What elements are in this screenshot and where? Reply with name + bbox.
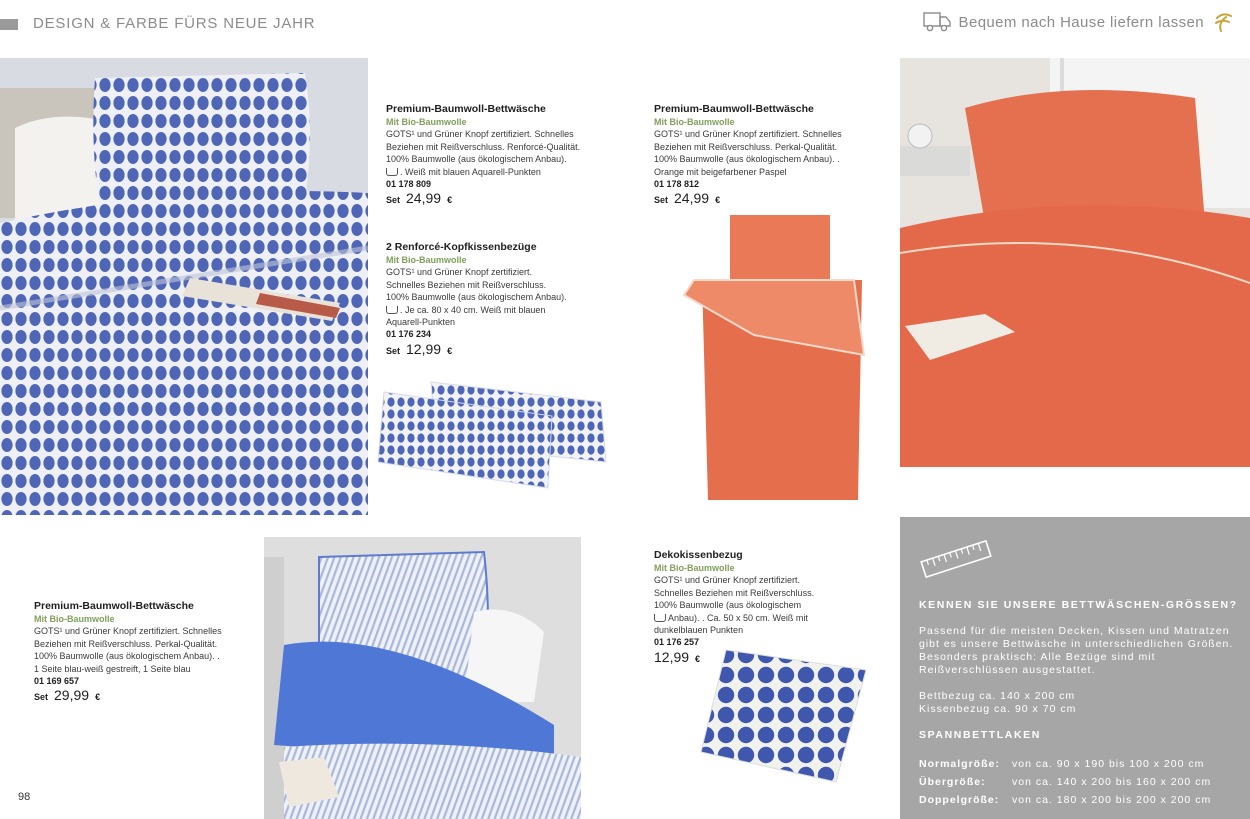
product-desc-line: dunkelblauen Punkten: [654, 625, 744, 636]
product-desc-line: . Je ca. 80 x 40 cm. Weiß mit blauen: [400, 304, 546, 315]
image-deco-cushion: [696, 645, 871, 785]
delivery-text: Bequem nach Hause liefern lassen: [958, 13, 1204, 31]
product-1: [386, 103, 636, 207]
bettbezug-size: Bettbezug ca. 140 x 200 cm: [919, 690, 1076, 702]
product-desc-line: 100% Baumwolle (aus ökologischem Anbau). .: [34, 651, 220, 662]
product-desc-line: 100% Baumwolle (aus ökologischem Anbau). .: [654, 154, 840, 165]
ruler-icon: [920, 539, 992, 579]
article-number: 01 178 812: [654, 179, 700, 190]
wash-icon: [386, 306, 398, 314]
product-sub: Mit Bio-Baumwolle: [654, 563, 735, 573]
spannbettlaken-heading: SPANNBETTLAKEN: [919, 729, 1041, 741]
wash-icon: [386, 168, 398, 176]
image-blue-dot-bedding: [0, 58, 368, 515]
size-label: Normalgröße:: [919, 758, 1000, 770]
article-number: 01 169 657: [34, 676, 80, 687]
kissenbezug-size: Kissenbezug ca. 90 x 70 cm: [919, 703, 1077, 715]
header-bar: [0, 19, 18, 30]
product-desc-line: Beziehen mit Reißverschluss. Perkal-Qualität.: [34, 638, 218, 649]
image-striped-bedding: [264, 537, 581, 819]
page-number: 98: [18, 791, 31, 803]
product-name: Premium-Baumwoll-Bettwäsche: [34, 600, 194, 612]
price: [386, 340, 636, 357]
price-currency: €: [447, 345, 453, 356]
size-row: [919, 773, 1211, 791]
size-row: [919, 791, 1211, 809]
product-desc-line: GOTS¹ und Grüner Knopf zertifiziert. Schnelles: [386, 129, 574, 140]
size-info-panel: [900, 517, 1250, 819]
image-pillowcases: [376, 372, 616, 497]
product-desc-line: 100% Baumwolle (aus ökologischem Anbau).: [386, 154, 567, 165]
product-sub: Mit Bio-Baumwolle: [654, 117, 735, 127]
product-5: [34, 600, 264, 704]
price-amount: 12,99: [406, 340, 442, 357]
truck-icon: [923, 11, 951, 33]
price-currency: €: [715, 195, 721, 206]
page-title: DESIGN & FARBE FÜRS NEUE JAHR: [33, 15, 316, 32]
product-desc-line: 100% Baumwolle (aus ökologischem Anbau).: [386, 292, 567, 303]
product-desc-line: Orange mit beigefarbener Paspel: [654, 166, 787, 177]
price-currency: €: [447, 195, 453, 206]
article-number: 01 178 809: [386, 179, 432, 190]
product-3: [386, 241, 636, 357]
brand-logo-icon: [1212, 11, 1234, 33]
price-set-label: Set: [34, 692, 49, 703]
price-amount: 24,99: [674, 190, 710, 207]
product-desc-line: . Weiß mit blauen Aquarell-Punkten: [400, 166, 541, 177]
product-name: 2 Renforcé-Kopfkissenbezüge: [386, 241, 537, 253]
product-desc-line: Aquarell-Punkten: [386, 317, 456, 328]
price-amount: 12,99: [654, 648, 690, 665]
price-currency: €: [695, 653, 701, 664]
article-number: 01 176 257: [654, 637, 700, 648]
product-2: [654, 103, 894, 207]
info-heading: KENNEN SIE UNSERE BETTWÄSCHEN-GRÖSSEN?: [919, 599, 1238, 611]
product-sub: Mit Bio-Baumwolle: [386, 255, 467, 265]
product-desc-line: 100% Baumwolle (aus ökologischem: [654, 600, 802, 611]
price-currency: €: [95, 692, 101, 703]
image-orange-bedroom: [900, 58, 1250, 467]
info-sizes: [919, 690, 1076, 716]
product-desc-line: GOTS¹ und Grüner Knopf zertifiziert.: [386, 267, 533, 278]
info-text: Passend für die meisten Decken, Kissen und Matratzen gibt es unsere Bettwäsche in unterschiedlichen Größen. Besonders praktisch: Alle Bezüge sind mit Reißverschlüssen ausgestattet.: [919, 625, 1234, 676]
product-desc-line: GOTS¹ und Grüner Knopf zertifiziert.: [654, 575, 801, 586]
product-name: Premium-Baumwoll-Bettwäsche: [654, 103, 814, 115]
wash-icon: [654, 614, 666, 622]
price-set-label: Set: [386, 195, 401, 206]
size-value: von ca. 180 x 200 bis 200 x 200 cm: [1012, 794, 1212, 806]
size-value: von ca. 140 x 200 bis 160 x 200 cm: [1012, 776, 1212, 788]
price-amount: 24,99: [406, 190, 442, 207]
price-set-label: Set: [654, 195, 669, 206]
spannbettlaken-sizes: [919, 755, 1211, 809]
product-sub: Mit Bio-Baumwolle: [34, 614, 115, 624]
price-set-label: Set: [386, 345, 401, 356]
product-desc-line: Anbau). . Ca. 50 x 50 cm. Weiß mit: [668, 612, 808, 623]
delivery-info: [923, 11, 1234, 33]
size-value: von ca. 90 x 190 bis 100 x 200 cm: [1012, 758, 1205, 770]
product-desc-line: Schnelles Beziehen mit Reißverschluss.: [654, 587, 815, 598]
image-orange-bedding: [672, 205, 877, 505]
product-desc-line: GOTS¹ und Grüner Knopf zertifiziert. Schnelles: [654, 129, 842, 140]
product-name: Premium-Baumwoll-Bettwäsche: [386, 103, 546, 115]
size-label: Doppelgröße:: [919, 794, 1000, 806]
price: [386, 192, 636, 206]
product-desc-line: GOTS¹ und Grüner Knopf zertifiziert. Schnelles: [34, 626, 222, 637]
product-desc-line: Beziehen mit Reißverschluss. Renforcé-Qualität.: [386, 141, 581, 152]
size-row: [919, 755, 1211, 773]
size-label: Übergröße:: [919, 776, 986, 788]
product-desc-line: 1 Seite blau-weiß gestreift, 1 Seite blau: [34, 663, 191, 674]
product-desc-line: Schnelles Beziehen mit Reißverschluss.: [386, 279, 547, 290]
price-amount: 29,99: [54, 687, 90, 704]
product-name: Dekokissenbezug: [654, 549, 743, 561]
product-sub: Mit Bio-Baumwolle: [386, 117, 467, 127]
article-number: 01 176 234: [386, 329, 432, 340]
product-desc-line: Beziehen mit Reißverschluss. Perkal-Qualität.: [654, 141, 838, 152]
price: [34, 689, 264, 703]
